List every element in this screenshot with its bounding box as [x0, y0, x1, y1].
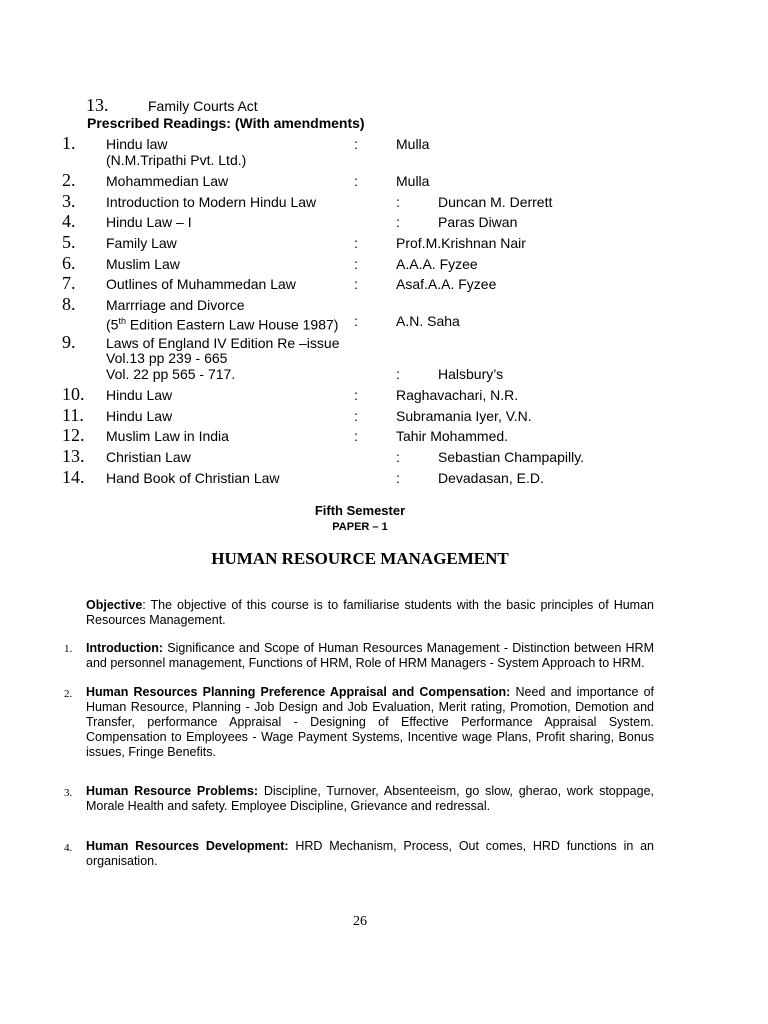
reading-title: Hand Book of Christian Law	[106, 470, 280, 486]
reading-number: 2.	[62, 170, 76, 190]
reading-author: Asaf.A.A. Fyzee	[396, 276, 497, 292]
unit-number: 4.	[64, 842, 73, 854]
reading-edition: (5th Edition Eastern Law House 1987)	[106, 316, 339, 333]
reading-author: Sebastian Champapilly.	[438, 449, 585, 465]
reading-number: 6.	[62, 253, 76, 273]
reading-colon: :	[354, 428, 358, 444]
reading-colon: :	[354, 387, 358, 403]
reading-number: 8.	[62, 294, 76, 314]
reading-volume: Vol.13 pp 239 - 665	[106, 350, 228, 366]
unit-paragraph	[86, 784, 654, 814]
reading-number: 10.	[62, 384, 85, 404]
top-item-number: 13.	[86, 95, 109, 115]
reading-title: Family Law	[106, 235, 177, 251]
reading-author: A.A.A. Fyzee	[396, 256, 478, 272]
reading-publisher: (N.M.Tripathi Pvt. Ltd.)	[106, 152, 247, 168]
top-item-title: Family Courts Act	[148, 98, 258, 114]
unit-lead: Human Resources Development:	[86, 839, 289, 853]
reading-title: Hindu Law	[106, 387, 173, 403]
paper-heading: PAPER – 1	[332, 521, 388, 533]
reading-title: Laws of England IV Edition Re –issue	[106, 335, 340, 351]
reading-number: 5.	[62, 232, 76, 252]
reading-author: Mulla	[396, 173, 430, 189]
reading-number: 4.	[62, 211, 76, 231]
reading-author: Mulla	[396, 136, 430, 152]
reading-colon: :	[354, 235, 358, 251]
reading-colon: :	[396, 449, 400, 465]
unit-lead: Human Resource Problems:	[86, 784, 259, 798]
course-title: HUMAN RESOURCE MANAGEMENT	[211, 549, 509, 568]
reading-number: 3.	[62, 191, 76, 211]
reading-title: Muslim Law in India	[106, 428, 229, 444]
reading-author: Tahir Mohammed.	[396, 428, 509, 444]
reading-colon: :	[354, 313, 358, 329]
reading-title: Hindu law	[106, 136, 168, 152]
reading-colon: :	[354, 256, 358, 272]
reading-number: 13.	[62, 446, 85, 466]
reading-author: A.N. Saha	[396, 313, 460, 329]
reading-colon: :	[396, 366, 400, 382]
reading-number: 7.	[62, 273, 76, 293]
reading-colon: :	[396, 194, 400, 210]
unit-text: Significance and Scope of Human Resources Management - Distinction between HRM and personnel management, Functions of HRM, Role of HRM Managers - System Approach to HRM.	[86, 641, 654, 670]
reading-colon: :	[354, 276, 358, 292]
reading-title: Hindu Law – I	[106, 214, 192, 230]
prescribed-heading: Prescribed Readings: (With amendments)	[87, 115, 365, 131]
reading-title: Mohammedian Law	[106, 173, 229, 189]
unit-paragraph	[86, 641, 654, 671]
reading-author: Duncan M. Derrett	[438, 194, 553, 210]
reading-author: Halsbury’s	[438, 366, 504, 382]
unit-text: HRD Mechanism, Process, Out comes, HRD functions in an organisation.	[86, 839, 655, 868]
reading-volume: Vol. 22 pp 565 - 717.	[106, 366, 236, 382]
reading-title: Introduction to Modern Hindu Law	[106, 194, 317, 210]
unit-paragraph	[86, 685, 654, 760]
unit-number: 1.	[64, 643, 73, 655]
reading-title: Hindu Law	[106, 408, 173, 424]
objective-text: : The objective of this course is to familiarise students with the basic principles of Human Resources Management.	[86, 598, 654, 627]
reading-colon: :	[396, 470, 400, 486]
reading-author: Subramania Iyer, V.N.	[396, 408, 532, 424]
reading-number: 11.	[62, 405, 84, 425]
reading-author: Prof.M.Krishnan Nair	[396, 235, 526, 251]
reading-number: 9.	[62, 332, 76, 352]
reading-author: Raghavachari, N.R.	[396, 387, 519, 403]
reading-title: Christian Law	[106, 449, 191, 465]
reading-author: Devadasan, E.D.	[438, 470, 544, 486]
reading-author: Paras Diwan	[438, 214, 518, 230]
unit-lead: Human Resources Planning Preference Appraisal and Compensation:	[86, 685, 511, 699]
reading-title: Marrriage and Divorce	[106, 297, 245, 313]
reading-number: 1.	[62, 133, 76, 153]
unit-number: 3.	[64, 787, 73, 799]
unit-text: Discipline, Turnover, Absenteeism, go slow, gherao, work stoppage, Morale Health and safety. Employee Discipline, Grievance and redressal.	[86, 784, 654, 813]
reading-title: Muslim Law	[106, 256, 180, 272]
objective-label: Objective	[86, 598, 143, 612]
reading-number: 14.	[62, 467, 85, 487]
reading-number: 12.	[62, 425, 85, 445]
reading-colon: :	[354, 408, 358, 424]
objective-paragraph	[86, 598, 654, 628]
semester-heading: Fifth Semester	[314, 503, 406, 518]
reading-title: Outlines of Muhammedan Law	[106, 276, 296, 292]
reading-colon: :	[354, 136, 358, 152]
unit-lead: Introduction:	[86, 641, 164, 655]
unit-number: 2.	[64, 688, 73, 700]
reading-colon: :	[354, 173, 358, 189]
reading-colon: :	[396, 214, 400, 230]
page-number: 26	[353, 914, 367, 929]
unit-text: Need and importance of Human Resource, Planning - Job Design and Job Evaluation, Merit rating, Promotion, Demotion and Transfer, performance Appraisal - Designing of Effective Performance Appraisal System. Compensation to Employees - Wage Payment Systems, Incentive wage Plans, Profit sharing, Bonus issues, Fringe Benefits.	[86, 685, 654, 759]
unit-paragraph	[86, 839, 654, 869]
